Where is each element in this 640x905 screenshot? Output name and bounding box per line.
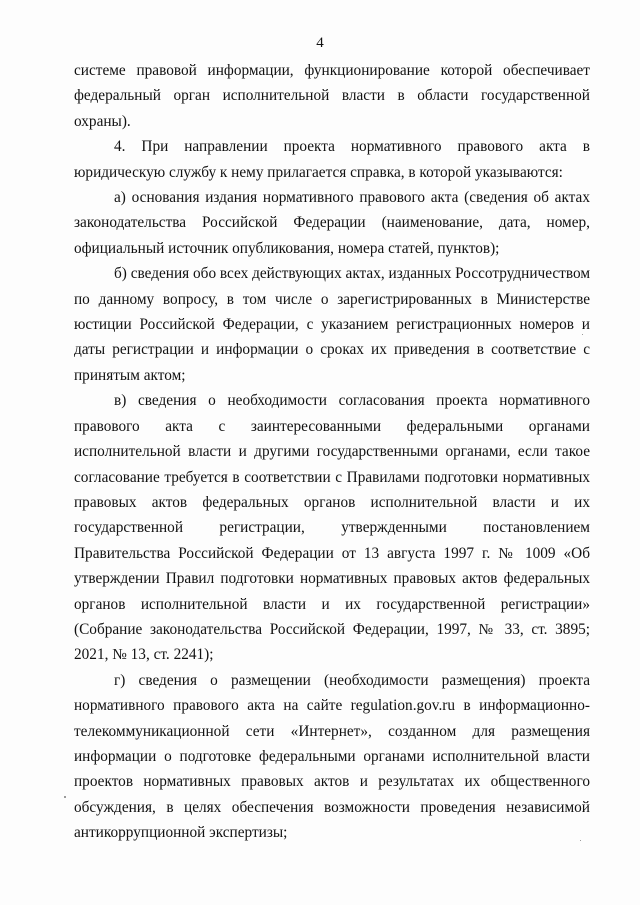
document-body [74,58,590,846]
scan-speck [580,840,581,841]
scan-speck [64,796,66,798]
paragraph-subitem-b: б) сведения обо всех действующих актах, изданных Россотрудничеством по данному вопросу, в том числе о зарегистрированных в Министерстве юстиции Российской Федерации, с указанием регистрационных номеров и даты регистрации и информации о сроках их приведения в соответствие с принятым актом; [74,265,590,384]
page-number: 4 [316,35,324,51]
paragraph-continuation: системе правовой информации, функционирование которой обеспечивает федеральный орган исполнительной власти в области государственной охраны). [74,62,590,130]
scan-speck [582,334,583,335]
paragraph-subitem-g: г) сведения о размещении (необходимости размещения) проекта нормативного правового акта на сайте regulation.gov.ru в информационно-телекоммуникационной сети «Интернет», созданном для размещения информации о подготовке федеральными органами исполнительной власти проектов нормативных правовых актов и результатах их общественного обсуждения, в целях обеспечения возможности проведения независимой антикоррупционной экспертизы; [74,671,590,842]
paragraph-subitem-v: в) сведения о необходимости согласования проекта нормативного правового акта с заинтересованными федеральными органами исполнительной власти и другими государственными органами, если такое согласование требуется в соответствии с Правилами подготовки нормативных правовых актов федеральных органов исполнительной власти и их государственной регистрации, утвержденными постановлением Правительства Российской Федерации от 13 августа 1997 г. № 1009 «Об утверждении Правил подготовки нормативных правовых актов федеральных органов исполнительной власти и их государственной регистрации» (Собрание законодательства Российской Федерации, 1997, № 33, ст. 3895; 2021, № 13, ст. 2241); [74,392,590,664]
paragraph-subitem-a: а) основания издания нормативного правового акта (сведения об актах законодательства Российской Федерации (наименование, дата, номер, официальный источник опубликования, номера статей, пунктов); [74,189,590,257]
paragraph-item-4: 4. При направлении проекта нормативного правового акта в юридическую службу к нему прилагается справка, в которой указываются: [74,138,590,181]
